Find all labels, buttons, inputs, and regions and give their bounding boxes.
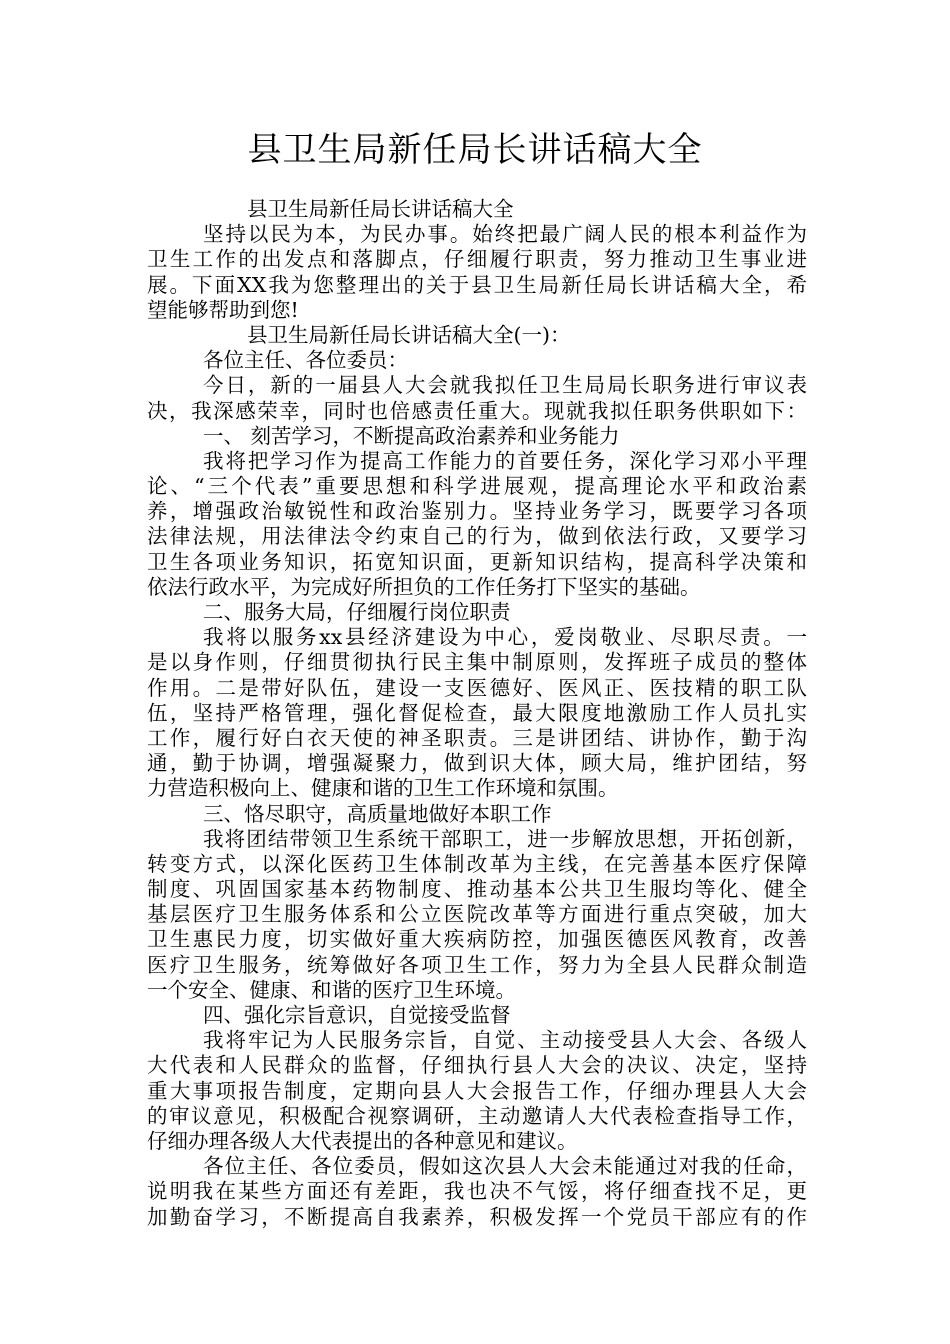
body-line: 我将以服务xx县经济建设为中心，爱岗敬业、尽职尽责。一 xyxy=(203,625,807,650)
body-line: 论、“三个代表”重要思想和科学进展观，提高理论水平和政治素 xyxy=(147,474,807,499)
body-line: 说明我在某些方面还有差距，我也决不气馁，将仔细查找不足，更 xyxy=(147,1179,807,1204)
body-line: 医疗卫生服务，统筹做好各项卫生工作，努力为全县人民群众制造 xyxy=(147,952,807,977)
body-line: 依法行政水平，为完成好所担负的工作任务打下坚实的基础。 xyxy=(147,574,701,599)
body-line: 三、恪尽职守，高质量地做好本职工作 xyxy=(203,801,552,826)
body-line: 二、服务大局，仔细履行岗位职责 xyxy=(203,600,511,624)
body-line: 县卫生局新任局长讲话稿大全(一)： xyxy=(247,322,571,347)
document-title: 县卫生局新任局长讲话稿大全 xyxy=(247,130,703,170)
document-body xyxy=(147,197,807,1230)
body-line: 基层医疗卫生服务体系和公立医院改革等方面进行重点突破，加大 xyxy=(147,902,807,927)
body-line: 各位主任、各位委员，假如这次县人大会未能通过对我的任命， xyxy=(203,1154,807,1179)
body-line: 养，增强政治敏锐性和政治鉴别力。坚持业务学习，既要学习各项 xyxy=(147,499,807,524)
body-line: 县卫生局新任局长讲话稿大全 xyxy=(247,197,514,221)
body-line: 力营造积极向上、健康和谐的卫生工作环境和氛围。 xyxy=(147,776,619,801)
body-line: 我将把学习作为提高工作能力的首要任务，深化学习邓小平理 xyxy=(203,448,807,473)
body-line: 四、强化宗旨意识，自觉接受监督 xyxy=(203,1003,511,1027)
body-line: 决，我深感荣幸，同时也倍感责任重大。现就我拟任职务供职如下： xyxy=(147,398,807,423)
body-line: 一、 刻苦学习，不断提高政治素养和业务能力 xyxy=(203,423,620,448)
body-line: 我将团结带领卫生系统干部职工，进一步解放思想，开拓创新， xyxy=(203,826,807,851)
body-line: 卫生各项业务知识，拓宽知识面，更新知识结构，提高科学决策和 xyxy=(147,549,807,574)
body-line: 大代表和人民群众的监督，仔细执行县人大会的决议、决定，坚持 xyxy=(147,1053,807,1078)
body-line: 我将牢记为人民服务宗旨，自觉、主动接受县人大会、各级人 xyxy=(203,1028,807,1053)
body-line: 重大事项报告制度，定期向县人大会报告工作，仔细办理县人大会 xyxy=(147,1078,807,1103)
body-line: 望能够帮助到您! xyxy=(147,297,299,322)
body-line: 一个安全、健康、和谐的医疗卫生环境。 xyxy=(147,977,516,1002)
body-line: 各位主任、各位委员： xyxy=(203,348,408,373)
body-line: 加勤奋学习，不断提高自我素养，积极发挥一个党员干部应有的作 xyxy=(147,1204,807,1229)
body-line: 展。下面XX我为您整理出的关于县卫生局新任局长讲话稿大全，希 xyxy=(147,272,807,297)
body-line: 作用。二是带好队伍，建设一支医德好、医风正、医技精的职工队 xyxy=(147,675,807,700)
body-line: 的审议意见，积极配合视察调研，主动邀请人大代表检查指导工作， xyxy=(147,1103,807,1128)
body-line: 坚持以民为本，为民办事。始终把最广阔人民的根本利益作为 xyxy=(203,222,807,247)
body-line: 转变方式，以深化医药卫生体制改革为主线，在完善基本医疗保障 xyxy=(147,851,807,876)
body-line: 卫生工作的出发点和落脚点，仔细履行职责，努力推动卫生事业进 xyxy=(147,247,807,272)
body-line: 是以身作则，仔细贯彻执行民主集中制原则，发挥班子成员的整体 xyxy=(147,650,807,675)
body-line: 工作，履行好白衣天使的神圣职责。三是讲团结、讲协作，勤于沟 xyxy=(147,725,807,750)
body-line: 制度、巩固国家基本药物制度、推动基本公共卫生服均等化、健全 xyxy=(147,877,807,902)
body-line: 通，勤于协调，增强凝聚力，做到识大体，顾大局，维护团结，努 xyxy=(147,751,807,776)
body-line: 伍，坚持严格管理，强化督促检查，最大限度地激励工作人员扎实 xyxy=(147,700,807,725)
body-line: 今日，新的一届县人大会就我拟任卫生局局长职务进行审议表 xyxy=(203,373,807,398)
body-line: 仔细办理各级人大代表提出的各种意见和建议。 xyxy=(147,1128,578,1153)
body-line: 卫生惠民力度，切实做好重大疾病防控，加强医德医风教育，改善 xyxy=(147,927,807,952)
body-line: 法律法规，用法律法令约束自己的行为，做到依法行政，又要学习 xyxy=(147,524,807,549)
